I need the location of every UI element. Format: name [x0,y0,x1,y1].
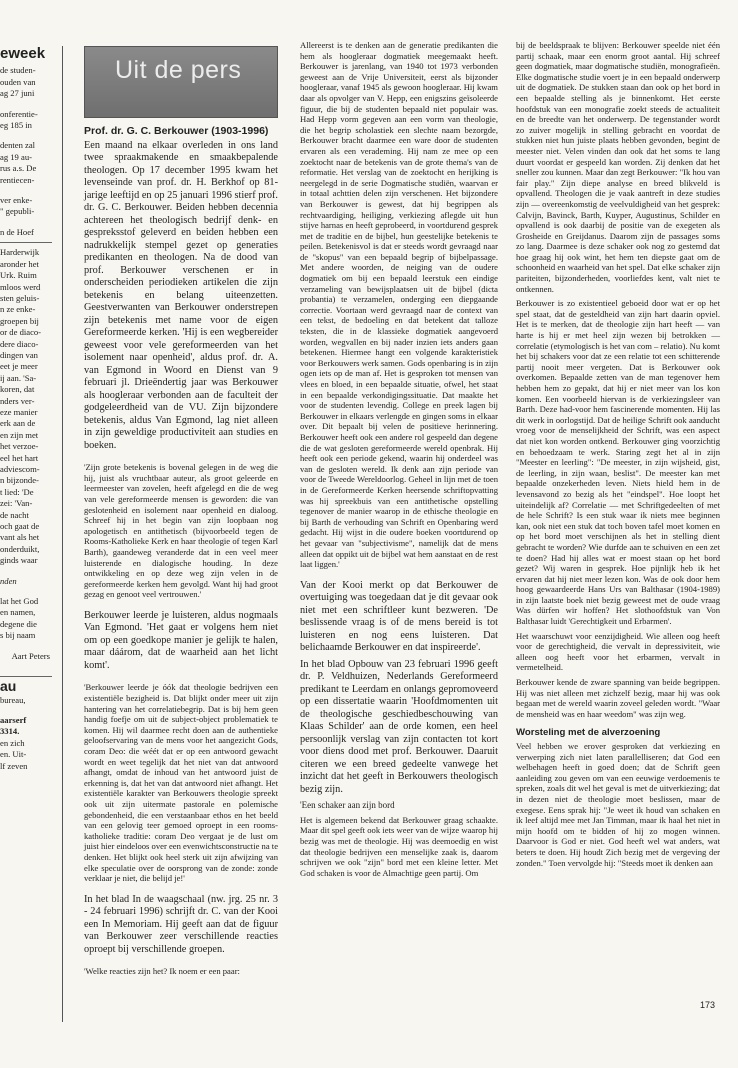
prev-line: ag 27 juni [0,88,35,99]
prev-line: onderduikt, [0,543,40,554]
prev-bold-line: aarserf [0,714,27,725]
quote-paragraph: Het is algemeen bekend dat Berkouwer graag schaakte. Maar dit spel geeft ook iets weer van de wijze waarop hij bezig was met de theologie. Hij was deemoedig en wist dat theologie bedrijven een menselijke zaak is, daarom schrijven we ook "zijn" bord met een kleine letter. Met God schaken is voor de Almachtige geen partij. Om [300,814,498,878]
prev-author: Aart Peters [11,650,50,661]
prev-box-heading: au [0,678,17,695]
prev-line: nders ver- [0,395,35,406]
prev-block-d [0,195,52,218]
prev-line: de studen- [0,65,36,76]
paragraph: In het blad Opbouw van 23 februari 1996 geeft dr. P. Veldhuizen, Nederlands Gereformeerd predikant te Leerdam en onlangs gepromoveerd op een dissertatie waarin 'Hoofdmomenten uit de theologische geschiedbeschouwing van Klaas Schilder' aan de orde komen, een heel persoonlijk verslag van zijn contacten tot kort voor diens dood met prof. Berkouwer. Daaruit citeren we een breed gedeelte vanwege het inzicht dat het geeft in Berkouwers theologisch bezig zijn. [300,658,498,795]
prev-line: Urk. Ruim [0,270,37,281]
quote-subheading: 'Een schaker aan zijn bord [300,800,395,811]
article-heading: Prof. dr. G. C. Berkouwer (1903-1996) [84,125,269,137]
prev-line: eet je meer [0,361,38,372]
prev-line: ouden van [0,76,36,87]
prev-line: en zich [0,737,25,748]
prev-heading: eweek [0,45,46,62]
prev-line: och gaat de [0,521,40,532]
section-title: Uit de pers [115,56,242,84]
section-banner [84,46,278,118]
subheading: Worsteling met de alverzoening [516,727,661,739]
article-column-1 [84,40,278,981]
prev-line: aronder het [0,258,39,269]
quote-paragraph: Het waarschuwt voor eenzijdigheid. Wie alleen oog heeft voor de gerechtigheid, die vervalt in depressiviteit, wie alleen oog heeft voor het erbarmen, vervalt in vermetelheid. [516,630,720,673]
prev-line: dere diaco- [0,338,39,349]
prev-line: " gepubli- [0,206,35,217]
prev-line: het verzoe- [0,441,39,452]
prev-line: en. Uit- [0,749,27,760]
article-column-2 [300,40,498,882]
prev-line: ij aan. 'Sa- [0,372,37,383]
prev-line: bureau, [0,694,26,705]
prev-line: s bij naam [0,630,36,641]
prev-italic-line: nden [0,575,17,586]
quote-paragraph: bij de beeldspraak te blijven: Berkouwer speelde niet één partij schaak, maar een enorm groot aantal. Hij schreef geen dogmatiek, maar dogmatische studiën, monografieën. Elke dogmatische studie voert je in een bepaald onderwerp uit de dogmatiek. De stukken staan dan ook op het bord in een bepaalde stelling als je binnenkomt. Het eerste hoofdstuk van een monografie zoekt steeds de actualiteit en de breedte van het onderwerp. De tegenstander wordt zo zuiver mogelijk in stelling gebracht en voordat de stukken niet hun juiste plaats hebben gevonden, begint de meester niet. Velen vinden dan ook dat het soms te lang duurt voordat er gespeeld kan worden. Zij denken dat het sneller zou kunnen. Maar dan zegt Berkouwer: "Ik hou van fair play." Zijn diepe analyse en breed blikveld is opvallend. Theologen die je vaak aantreft in deze studies zijn — overeenkomstig de veelvuldigheid van het gesprek: Calvijn, Bavinck, Barth, Kuyper, Augustinus, Schilder en opvallend is ook daarbij de positie van de exegeten als Grosheide en Greijdanus. Daarom zijn de passages soms zo lang. Daarmee is deze schaker ook nog zo gestemd dat hoe graag hij ook wint, het hem ten diepste gaat om de schoonheid en waarheid van het spel. Dat elke schaker zijn pariteiten, bijzonderheden, voorliefdes kent, valt niet te ontkennen. [516,40,720,294]
paragraph: In het blad In de waagschaal (nw. jrg. 25 nr. 3 - 24 februari 1996) schrijft dr. C. van der Kooi een In Memoriam. Hij geeft aan dat de figuur van Berkouwer zeer verschillende reacties oproept bij verschillende groepen. [84,893,278,955]
quote-paragraph: 'Welke reacties zijn het? Ik noem er een paar: [84,966,240,977]
quote-paragraph: 'Berkouwer leerde je óók dat theologie bedrijven een existentiële bezigheid is. Dat blijkt onder meer uit zijn hantering van het correlatiebegrip. Dat is bij hem geen handig foefje om uit de subject-object problematiek te komen. Hij wil daarmee recht doen aan de authentieke geloofservaring van de mens voor het aangezicht Gods, coram Deo: die wéét dat er op een antwoord gewacht wordt en weet tegelijk dat het niet van dat antwoord afhangt, omdat de inhoud van het antwoord juist de erkenning is, dat het van dat antwoord niet afhangt. Het existentiële karakter van Berkouwers theologie spreekt ook uit zijn uitermate pastorale en polemische gebondenheid, die een verstaanbaar ethos en het beeld van een gelovig teer gemoed oproept in een rooms-katholieke traditie: coram Deo vergaat je de lust om juist hier eindeloos over een evenwichtsconstructie na te denken. Het blijkt ook heel sterk uit zijn afwijzing van elke speculatie over de oorsprong van de zonde: zonde verklaar je niet, die belijd je!' [84,682,279,884]
prev-line: vant als het [0,532,40,543]
column-rule [62,46,63,1022]
divider [0,676,52,677]
prev-block-a [0,65,52,99]
prev-line: en namen, [0,607,36,618]
article-column-3 [516,40,720,872]
prev-line: mloos werd [0,281,41,292]
prev-line: degene die [0,618,37,629]
quote-paragraph: Berkouwer is zo existentieel geboeid door wat er op het spel staat, dat de gesteldheid van zijn hart daarin opviel. Het is te merken, dat de theologie zijn hart heeft — van harte is hij er met heel zijn wezen bij betrokken — correlatie (etymologisch is het van com – relatio). Nu komt het bij schakers voor dat ze een relatie tot een schitterende partij nooit meer vergeten. Dat is Berkouwer ook overkomen. Bepaalde zetten van de man tegenover hem hebben hem zo gepakt, dat hij er niet meer van los kon komen. Een voorbeeld hiervan is de verkiezingsleer van Barth. Deze had-voor hem fascinerende momenten. Hij las dit werk in oorlogstijd. Dat de heilige Schrift ook aanducht vroeg voor de menselijkheid der Schrift, was een aspect dat niet kon worden ontkend. Berkouwer ging voorzichtig en behoedzaam te werk. Staring zegt het al in zijn "Meester en leerling": "De meester, in zijn wijsheid, gist, de leerling, in zijn waan, beslist". De meester kan met bepaalde onzekerheden leven. Niets hield hem in de levensavond zo bezig als het "eindspel". Hoe loopt het uiteindelijk af? Correlatie — met Schriftgedeelten of met de hele Schrift? Is een stuk waar ik niets mee beginnen kan, ook niet een stuk dat toch boven tafel moet komen en op het bord moet verschijnen als het in stelling dient gebracht te worden? Wie durfde aan te schuiven en een zet te doen? Had hij alles wat er moest staan op het bord gezet? Wij waren in gesprek. Hoe pijnlijk heb ik het ervaren dat hij niet meer lezen kon. Was de ook door hem hoog gewaardeerde Hans Urs van Balthasar (1904-1989) in zijn laatste boek niet bezig geweest met de oude vraag Was dürfen wir hoffen? Het slothoofdstuk van Von Balthasar luidt 'Gerechtigkeit und Erbarmen'. [516,298,720,627]
prev-line: n ze enke- [0,304,36,315]
prev-author: n de Hoef [0,226,34,237]
prev-line: erk aan de [0,418,36,429]
prev-line: adviescom- [0,464,40,474]
prev-line: rus a.s. De [0,163,37,174]
prev-line: lat het God [0,596,39,607]
prev-line: ver enke- [0,195,33,206]
prev-line: dingen van [0,349,38,360]
prev-line: groepen bij [0,315,39,326]
prev-line: de nacht [0,509,29,520]
paragraph: Een maand na elkaar overleden in ons land twee spraakmakende en smaakbepalende theologen. Op 17 december 1995 kwam het levenseinde van prof. dr. H. Berkhof op 81-jarige leeftijd en op 25 januari 1996 stierf prof. dr. G. C. Berkouwer. Beiden hebben decennia achtereen het theologisch bedrijf denk- en gespreksstof geleverd en beiden hebben een nadrukkelijk stempel gezet op generaties predikanten en theologen. Na de dood van prof. Berkouwer verschenen er in onderscheiden periodieken artikelen die zijn betekenis en belang uiteenzetten. Geestverwanten van Berkouwer onderstrepen zijn betekenis met name voor de eigen Gereformeerde kerken. 'Hij is een wegbereider geweest voor vele gereformeerden van het isolement naar openheid', aldus prof. dr. A. van Egmond in Woord en Dienst van 9 februari jl. Drieëndertig jaar was Berkouwer als hoogleraar verbonden aan de faculteit der godgeleerdheid van de VU. Zijn bijzondere betekenis, aldus Van Egmond, lag niet alleen in zijn geweldige productiviteit aan studies en boeken. [84,139,278,451]
prev-line: lf zeven [0,760,28,771]
prev-block-f [0,596,52,642]
prev-line: koren, dat [0,384,35,395]
quote-paragraph: Allereerst is te denken aan de generatie predikanten die hem als hoogleraar dogmatiek meegemaakt heeft. Berkouwer is jarenlang, van 1940 tot 1973 verbonden geweest aan de Vrije Universiteit, eerst als bijzonder hoogleraar, vanaf 1945 als gewoon hoogleraar. Hij kwam daar als opvolger van V. Hepp, een enigszins geïsoleerde figuur, die bij de studenten bepaald niet populair was. Had Hepp vorm gegeven aan een vorm van theologie, die het begrip scholastiek een slechte naam bezorgde, Berkouwer bracht daarmee een ware door de studenten ervaren als een verademing. Hij nam ze mee op een zoektocht naar de betekenis van de grote thema's van de reformatie. Het verslag van de zoektocht en herijking is neergelegd in de serie Dogmatische studiën, waarvan er in totaal achttien delen zijn verschenen. Het bijzondere van Berkouwer is gewest, dat hij begrippen als rechtvaardiging, heiliging, verkiezing aflegde uit hun stijve harnas en heeft geprobeerd, in voortdurend gesprek met de traditie en de bijbel, hun geestelijke betekenis te peilen. Betekenisvol is dat er steeds wordt gevraagd naar de "skopus" van een bepaald begrip of bijbelpassage. Met andere woorden, de neiging van de oudere dogmatiek om bij een bepaald leerstuk een eindige verzameling van bewijsplaatsen uit de bijbel (dicta probantia) te verzamelen, onderging een diepgaande correctie. Voortaan werd gevraagd naar de context van een tekst, de bedoeling en dat betekent dat talloze teksten, die in de klassieke dogmatiek aangevoerd worden, wegvallen en bij nader inzien iets anders gaan betekenen. Hiermee hangt een volgende karakteristiek voor Berkouwers werk samen. Gods openbaring is in zijn ogen iets op de man af. Het is gesproken tot mensen van vlees en bloed, in een bepaalde situatie, ofwel, het staat in een bepaalde verkondigingssituatie. Dat maakte het voor de studenten levendig. College en preek lagen bij Berkouwer in elkaars verlengde en gingen soms in elkaar over. Dit bepaalt bij velen de positieve herinnering. Berkouwer heeft ook een andere rol gespeeld dan degene die de wat gesloten gereformeerde wereld openbrak. Hij heeft ook een periode gekend, waarin hij onderdeel was van de gesloten wereld. Ik denk aan zijn periode van voor de Tweede Wereldoorlog. Geheel in lijn met de toen in de Gereformeerde Kerken heersende schriftopvatting was hij spreekbuis van een antithetische opstelling tegenover de manier waarop in de ethische theologie en bij Barth de verhouding van Schrift en Openbaring werd gedacht. Hij wijst in die oudere boeken voortdurend op het gevaar van "subjectivisme", namelijk dat de mens alleen dat oppikt uit de bijbel wat hem aanstaat en de rest laat liggen.' [300,40,498,570]
prev-block-b [0,109,52,132]
prev-line: eg 185 in [0,120,32,131]
prev-block-e [0,247,52,566]
paragraph: Berkouwer leerde je luisteren, aldus nogmaals Van Egmond. 'Het gaat er volgens hem niet om op een goedkope manier je gelijk te halen, maar dáárom, dat de waarheid aan het licht komt'. [84,609,278,671]
prev-line: zei: 'Van- [0,498,33,509]
prev-line: t lied: 'De [0,486,34,497]
prev-line: rentiecen- [0,174,35,185]
paragraph: Van der Kooi merkt op dat Berkouwer de overtuiging was toegedaan dat je dit gevaar ook niet met een schriftleer kunt bezweren. 'De beslissende vraag is of de mens bereid is tot luisteren en nog eens luisteren. Dat belichaamde Berkouwer en dat inspireerde'. [300,579,498,654]
prev-line: n bijzonde- [0,475,39,486]
previous-article-fragment [0,40,52,772]
divider [0,242,52,243]
prev-line: ginds waar [0,555,38,566]
quote-paragraph: Veel hebben we erover gesproken dat verkiezing en verwerping zich niet laten parallelliseren; dat God een welbehagen heeft in goed doen; dat de Schrift geen aanleiding zou geven om van een eeuwige verdoemenis te spreken, zoals dit wel het geval is met de uitverkiezing; dat in dezen niet de theologie moet beslissen, maar de exegese. Eens sprak hij: "Je weet ik houd van schaken en ik leef altijd mee met Jan Timman, maar ik haal het niet in mijn hoofd om te bidden of hij zo mogen winnen. Daarvoor is God er niet. God heeft wel wat anders, wat beters te doen. Hij houdt Zich bezig met de vergeving der zonden." Toen vervolgde hij: "Steeds moet ik denken aan [516,741,720,868]
prev-line: or de diaco- [0,327,42,338]
page-number: 173 [700,1000,716,1010]
quote-paragraph: Berkouwer kende de zware spanning van beide begrippen. Hij was niet alleen met zichzelf bezig, maar hij was ook begaan met de wereld waarin zoveel geleden wordt. "Waar de mensheid was en haar weedom" was zijn weg. [516,677,720,719]
prev-line: eze manier [0,406,38,417]
prev-line: onferentie- [0,108,38,119]
prev-line: en zijn met [0,429,39,440]
prev-bold-line: 3314. [0,726,20,737]
prev-line: ag 19 au- [0,151,32,162]
prev-block-c [0,140,52,186]
prev-line: Harderwijk [0,247,40,258]
quote-paragraph: 'Zijn grote betekenis is bovenal gelegen in de weg die hij, juist als vruchtbaar auteur, als groot geleerde en leermeester van zovelen, heeft afgelegd en die de weg van vele gereformeerde mensen is geworden: die van geslotenheid en isolement naar openheid en dialoog. Schreef hij in het begin van zijn loopbaan nog apologetisch en antithetisch (bijvoorbeeld tegen de Rooms-Katholieke Kerk en haar theologie of tegen Karl Barth), gaandeweg veranderde dat in een veel meer luisterende en dialogische houding. In deze ontwikkeling en op deze weg zijn velen in de gereformeerde kerken hem gevolgd. Want hij had groot gezag en genoot veel vertrouwen.' [84,462,278,600]
prev-line: sten geluis- [0,292,40,303]
prev-line: eel het hart [0,452,39,463]
prev-line: denten zal [0,140,36,151]
